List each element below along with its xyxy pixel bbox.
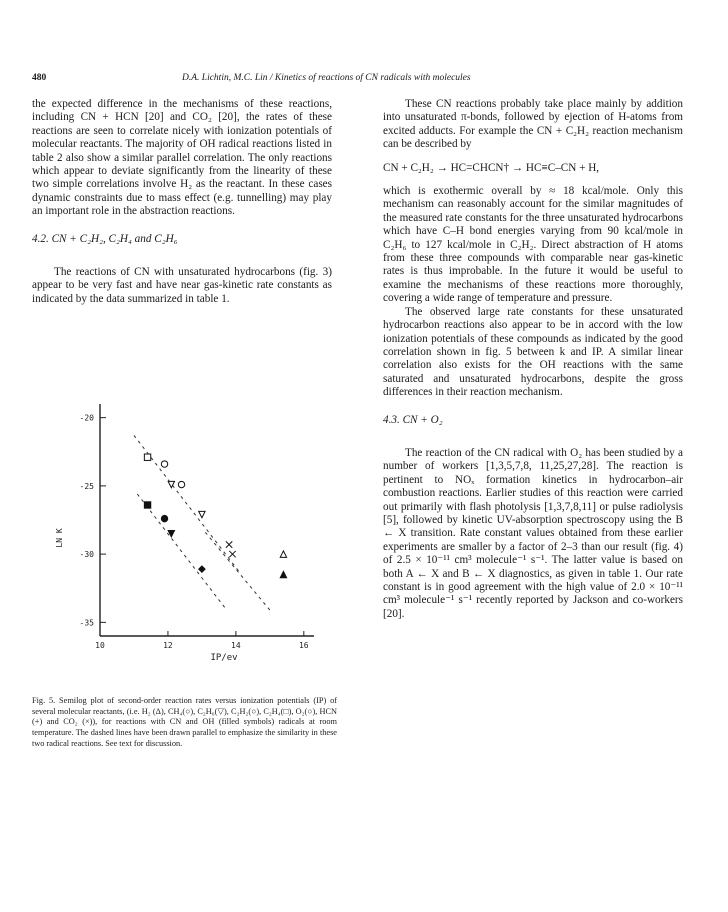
- page-number: 480: [32, 73, 47, 83]
- left-paragraph-2: The reactions of CN with unsaturated hydrocarbons (fig. 3) appear to be very fast and have near gas-kinetic rate constants as indicated by the data summarized in table 1.: [32, 266, 332, 305]
- open-circle-point: [161, 461, 167, 467]
- y-axis-label: LN K: [55, 528, 64, 548]
- right-paragraph-1: These CN reactions probably take place mainly by addition into unsaturated π-bonds, followed by ejection of H-atoms from excited adducts. For example the CN + C₂H₂ reaction mechanism can be described by: [383, 98, 683, 151]
- y-tick-label: -20: [79, 413, 94, 423]
- filled-triangle-down-point: [168, 530, 174, 536]
- x-tick-label: 10: [95, 641, 105, 650]
- filled-square-point: [144, 502, 150, 508]
- dashed-line: [205, 532, 270, 610]
- left-paragraph-1: the expected difference in the mechanisms of these reactions, including CN + HCN [20] and CO₂ [20], the rates of these reactions are seen to correlate nicely with ionization potentials of molecular reactants. The majority of OH radical reactions listed in table 2 also show a similar parallel correlation. The only reactions which appear to deviate significantly from the linearity of these two simple correlations involve H₂ as the reactant. In these cases dynamic constraints due to mass effect (e.g. tunnelling) may play an important role in the abstraction reactions.: [32, 98, 332, 218]
- right-paragraph-3: The observed large rate constants for these unsaturated hydrocarbon reactions also appear to be in accord with the low ionization potentials of these compounds as indicated by the good correlation shown in fig. 5 between k and IP. A similar linear correlation also exists for the OH reactions with the same saturated and unsaturated hydrocarbons, despite the gross differences in their reaction mechanism.: [383, 305, 683, 399]
- right-paragraph-2: which is exothermic overall by ≈ 18 kcal/mole. Only this mechanism can reasonably account for the similar magnitudes of the measured rate constants for the three unsaturated hydrocarbons which have C–H bond energies varying from 90 kcal/mole in C₂H₆ to 127 kcal/mole in C₂H₂. Direct abstraction of H atoms from these three compounds with comparable near gas-kinetic rates is thus improbable. In the future it would be useful to examine the mechanisms of these reactions more thoroughly, covering a wide range of temperature and pressure.: [383, 185, 683, 305]
- left-column: [32, 98, 332, 306]
- filled-triangle-up-point: [280, 571, 286, 577]
- open-triangle-down-point: [199, 511, 205, 517]
- right-column: [383, 98, 683, 621]
- filled-diamond-point: [199, 566, 205, 572]
- semilog-chart: [52, 398, 332, 666]
- open-cross-point: [226, 541, 232, 547]
- filled-circle-point: [161, 515, 167, 521]
- open-circle-point: [178, 481, 184, 487]
- open-triangle-up-point: [280, 551, 286, 557]
- x-tick-label: 12: [163, 641, 173, 650]
- y-tick-label: -35: [79, 618, 94, 628]
- section-heading-4-3: 4.3. CN + O₂: [383, 413, 443, 426]
- x-tick-label: 14: [231, 641, 241, 650]
- x-axis-label: IP/ev: [210, 653, 238, 663]
- y-tick-label: -25: [79, 481, 94, 491]
- y-tick-label: -30: [79, 550, 94, 560]
- running-head: D.A. Lichtin, M.C. Lin / Kinetics of reactions of CN radicals with molecules: [182, 73, 471, 83]
- reaction-equation: CN + C₂H₂ → HC=CHCN† → HC≡C–CN + H,: [383, 161, 600, 174]
- section-heading-4-2: 4.2. CN + C₂H₂, C₂H₄ and C₂H₆: [32, 232, 178, 245]
- x-tick-label: 16: [298, 641, 309, 650]
- right-paragraph-4: The reaction of the CN radical with O₂ has been studied by a number of workers [1,3,5,7,8, 11,25,27,28]. The reaction is pertinent to NOₓ formation kinetics in hydrocarbon–air combustion reactions. Earlier studies of this reaction were carried out primarily with flash photolysis [1,3,7,8,11] or pulse radiolysis [5], followed by kinetic UV-absorption spectroscopy using the B ← X transition. Rate constant values obtained from these earlier experiments are smaller by a factor of 2–3 than our result (fig. 4) of 2.5 × 10⁻¹¹ cm³ molecule⁻¹ s⁻¹. The latter value is based on both A ← X and B ← X diagnostics, as given in table 1. Our rate constant is in good agreement with the high value of 2.0 × 10⁻¹¹ cm³ molecule⁻¹ s⁻¹ recently reported by Jackson and co-workers [20].: [383, 446, 683, 620]
- open-cross-point: [229, 551, 235, 557]
- open-square-point: [144, 454, 150, 460]
- figure-caption: Fig. 5. Semilog plot of second-order reaction rates versus ionization potentials (IP) of several molecular reactants, (i.e. H₂ (Δ), CH₄(○), C₂H₆(▽), C₂H₂(○), C₂H₄(□), O₂(○), HCN (+) and CO₂ (×)), for reactions with CN and OH (filled symbols) radicals at room temperature. The dashed lines have been drawn parallel to emphasize the similarity in these two radical reactions. See text for discussion.: [32, 696, 337, 748]
- dashed-line: [137, 494, 225, 609]
- figure-5: [52, 398, 332, 666]
